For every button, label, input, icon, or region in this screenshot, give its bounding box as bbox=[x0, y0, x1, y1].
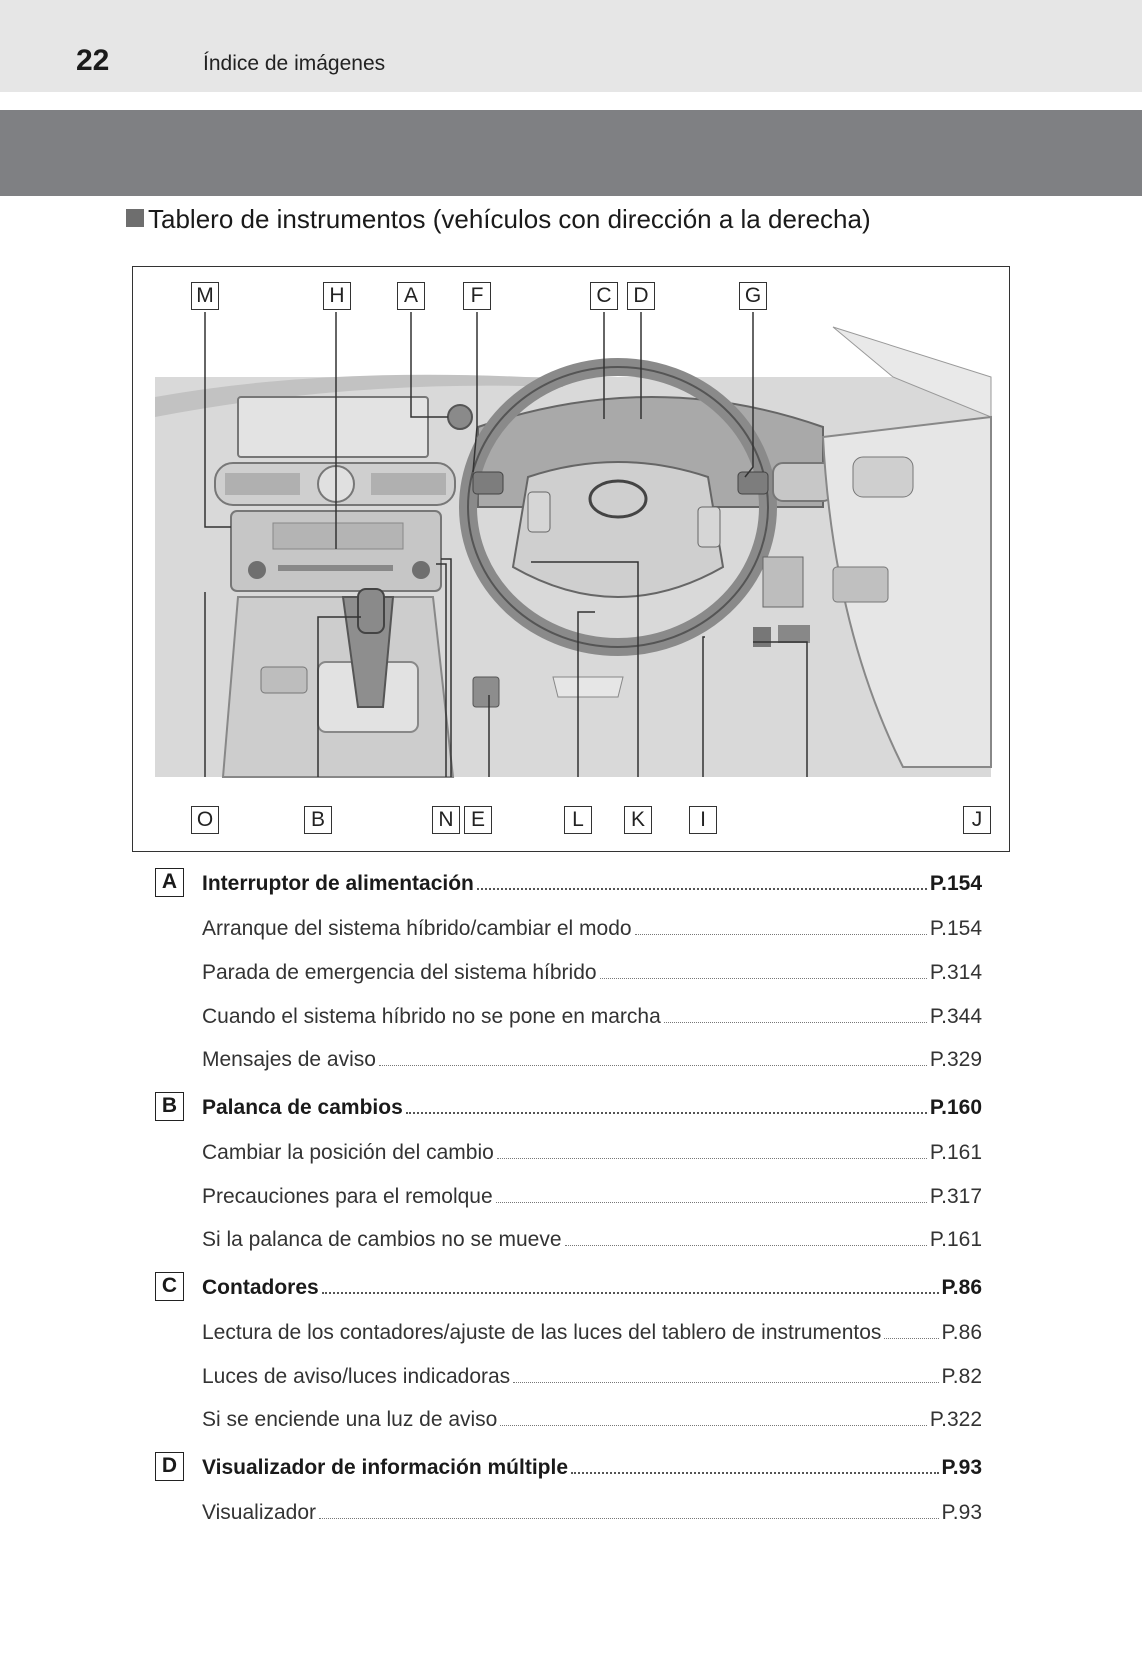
callout-C: C bbox=[590, 282, 618, 310]
callout-G: G bbox=[739, 282, 767, 310]
page-ref[interactable]: P.160 bbox=[929, 1096, 982, 1119]
leader-dots bbox=[513, 1381, 938, 1383]
entry-A-sub-4[interactable] bbox=[202, 1042, 982, 1072]
page-ref[interactable]: P.93 bbox=[941, 1501, 982, 1524]
entry-letter-A: A bbox=[155, 868, 184, 897]
sub-title: Cuando el sistema híbrido no se pone en marcha bbox=[202, 1005, 661, 1028]
callout-I: I bbox=[689, 806, 717, 834]
entry-letter-B: B bbox=[155, 1092, 184, 1121]
leader-dots bbox=[664, 1021, 927, 1023]
entry-C-sub-3[interactable] bbox=[202, 1402, 982, 1432]
dashboard-figure bbox=[132, 266, 1010, 852]
leader-dots bbox=[496, 1201, 927, 1203]
leader-dots bbox=[600, 977, 927, 979]
callout-N: N bbox=[432, 806, 460, 834]
entry-D-sub-1[interactable] bbox=[202, 1495, 982, 1525]
callout-O: O bbox=[191, 806, 219, 834]
dashboard-illustration bbox=[133, 267, 1011, 853]
sub-title: Visualizador bbox=[202, 1501, 317, 1524]
page-ref[interactable]: P.86 bbox=[941, 1321, 982, 1344]
section-title bbox=[126, 204, 871, 235]
callout-J: J bbox=[963, 806, 991, 834]
callout-A: A bbox=[397, 282, 425, 310]
page-ref[interactable]: P.161 bbox=[929, 1141, 982, 1164]
sub-title: Si la palanca de cambios no se mueve bbox=[202, 1228, 562, 1251]
entry-A-sub-1[interactable] bbox=[202, 911, 982, 941]
leader-dots bbox=[884, 1337, 938, 1339]
page-ref[interactable]: P.344 bbox=[929, 1005, 982, 1028]
page-ref[interactable]: P.93 bbox=[941, 1456, 982, 1479]
entry-D-main[interactable] bbox=[202, 1450, 982, 1480]
entry-letter-D: D bbox=[155, 1452, 184, 1481]
page-ref[interactable]: P.161 bbox=[929, 1228, 982, 1251]
sub-title: Si se enciende una luz de aviso bbox=[202, 1408, 498, 1431]
sub-title: Cambiar la posición del cambio bbox=[202, 1141, 494, 1164]
callout-E: E bbox=[464, 806, 492, 834]
page-ref[interactable]: P.322 bbox=[929, 1408, 982, 1431]
leader-dots bbox=[565, 1244, 927, 1246]
leader-dots bbox=[635, 933, 927, 935]
section-square-icon bbox=[126, 209, 144, 227]
entry-C-sub-2[interactable] bbox=[202, 1359, 982, 1389]
entry-A-sub-2[interactable] bbox=[202, 955, 982, 985]
leader-dots bbox=[406, 1111, 927, 1114]
page-ref[interactable]: P.82 bbox=[941, 1365, 982, 1388]
page-ref[interactable]: P.317 bbox=[929, 1185, 982, 1208]
section-band bbox=[0, 110, 1142, 196]
entry-A-main[interactable] bbox=[202, 866, 982, 896]
page-ref[interactable]: P.154 bbox=[929, 872, 982, 895]
leader-dots bbox=[379, 1064, 927, 1066]
entry-B-sub-2[interactable] bbox=[202, 1179, 982, 1209]
leader-dots bbox=[497, 1157, 927, 1159]
leader-dots bbox=[477, 887, 927, 890]
sub-title: Luces de aviso/luces indicadoras bbox=[202, 1365, 511, 1388]
leader-dots bbox=[322, 1291, 939, 1294]
entry-title: Contadores bbox=[202, 1276, 319, 1299]
sub-title: Lectura de los contadores/ajuste de las luces del tablero de instrumentos bbox=[202, 1321, 882, 1344]
leader-dots bbox=[500, 1424, 926, 1426]
sub-title: Arranque del sistema híbrido/cambiar el modo bbox=[202, 917, 632, 940]
entry-B-sub-1[interactable] bbox=[202, 1135, 982, 1165]
entry-title: Interruptor de alimentación bbox=[202, 872, 474, 895]
callout-B: B bbox=[304, 806, 332, 834]
leader-dots bbox=[319, 1517, 938, 1519]
page-number: 22 bbox=[76, 44, 110, 77]
page-ref[interactable]: P.86 bbox=[941, 1276, 982, 1299]
sub-title: Parada de emergencia del sistema híbrido bbox=[202, 961, 597, 984]
entry-C-sub-1[interactable] bbox=[202, 1315, 982, 1345]
entry-A-sub-3[interactable] bbox=[202, 999, 982, 1029]
entry-letter-C: C bbox=[155, 1272, 184, 1301]
callout-F: F bbox=[463, 282, 491, 310]
page-ref[interactable]: P.154 bbox=[929, 917, 982, 940]
callout-K: K bbox=[624, 806, 652, 834]
callout-H: H bbox=[323, 282, 351, 310]
header-title: Índice de imágenes bbox=[203, 52, 386, 75]
sub-title: Mensajes de aviso bbox=[202, 1048, 376, 1071]
leader-dots bbox=[571, 1471, 938, 1474]
page-ref[interactable]: P.329 bbox=[929, 1048, 982, 1071]
entry-B-main[interactable] bbox=[202, 1090, 982, 1120]
callout-L: L bbox=[564, 806, 592, 834]
entry-title: Visualizador de información múltiple bbox=[202, 1456, 569, 1479]
entry-title: Palanca de cambios bbox=[202, 1096, 403, 1119]
page-ref[interactable]: P.314 bbox=[929, 961, 982, 984]
sub-title: Precauciones para el remolque bbox=[202, 1185, 493, 1208]
header-bar bbox=[0, 0, 1142, 92]
section-title-text: Tablero de instrumentos (vehículos con dirección a la derecha) bbox=[148, 204, 871, 234]
callout-D: D bbox=[627, 282, 655, 310]
entry-C-main[interactable] bbox=[202, 1270, 982, 1300]
entry-B-sub-3[interactable] bbox=[202, 1222, 982, 1252]
callout-M: M bbox=[191, 282, 219, 310]
